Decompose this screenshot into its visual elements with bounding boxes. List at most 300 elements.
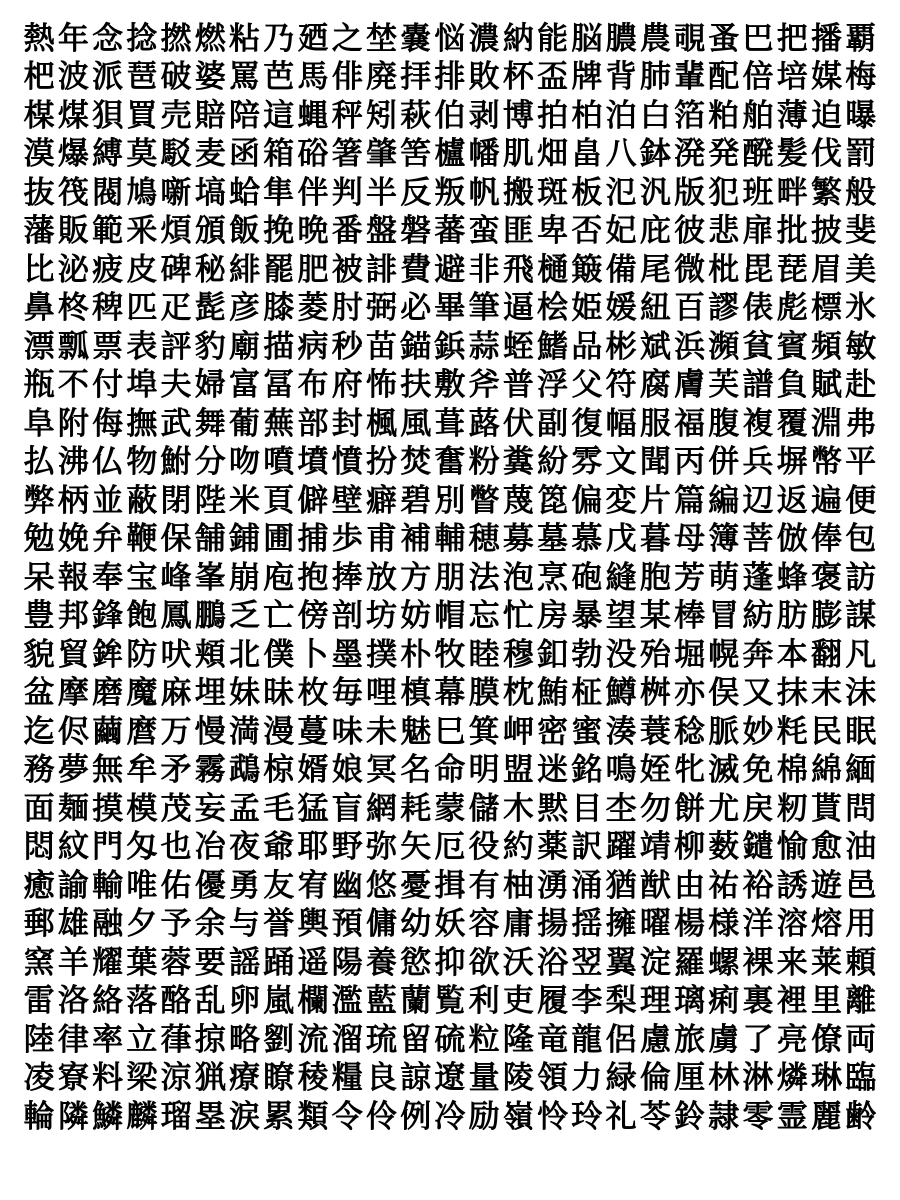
kanji-char: 駁 (160, 136, 192, 173)
kanji-char: 別 (434, 482, 466, 519)
kanji-char: 班 (742, 174, 774, 211)
kanji-char: 猶 (605, 867, 637, 904)
kanji-char: 平 (845, 444, 877, 481)
kanji-char: 弼 (365, 290, 397, 327)
kanji-char: 蓑 (639, 713, 671, 750)
kanji-char: 陛 (194, 482, 226, 519)
kanji-char: 秘 (194, 251, 226, 288)
kanji-char: 把 (776, 20, 808, 57)
kanji-char: 訪 (845, 559, 877, 596)
kanji-char: 桧 (537, 290, 569, 327)
kanji-char: 奉 (92, 559, 124, 596)
kanji-char: 煤 (57, 97, 89, 134)
kanji-char: 膚 (674, 367, 706, 404)
kanji-char: 木 (502, 790, 534, 827)
kanji-char: 来 (776, 944, 808, 981)
kanji-char: 琉 (365, 1021, 397, 1058)
kanji-char: 吏 (502, 983, 534, 1020)
kanji-char: 焚 (400, 444, 432, 481)
kanji-char: 坊 (365, 598, 397, 635)
kanji-char: 諭 (57, 867, 89, 904)
kanji-char: 蕃 (434, 213, 466, 250)
kanji-char: 暮 (639, 521, 671, 558)
kanji-char: 蒜 (468, 328, 500, 365)
kanji-char: 之 (331, 20, 363, 57)
kanji-row (22, 867, 878, 906)
kanji-char: 離 (845, 983, 877, 1020)
kanji-char: 鳩 (126, 174, 158, 211)
kanji-char: 裏 (742, 983, 774, 1020)
kanji-char: 乏 (229, 598, 261, 635)
kanji-char: 濃 (468, 20, 500, 57)
kanji-row (22, 559, 878, 598)
kanji-char: 臨 (845, 1060, 877, 1097)
kanji-char: 匹 (126, 290, 158, 327)
kanji-char: 複 (742, 405, 774, 442)
kanji-char: 野 (331, 829, 363, 866)
kanji-char: 豹 (194, 328, 226, 365)
kanji-char: 枕 (502, 675, 534, 712)
kanji-char: 卵 (229, 983, 261, 1020)
kanji-char: 薮 (708, 829, 740, 866)
kanji-char: 搬 (502, 174, 534, 211)
kanji-char: 満 (229, 713, 261, 750)
kanji-char: 窯 (23, 944, 55, 981)
kanji-char: 預 (331, 906, 363, 943)
kanji-char: 皮 (126, 251, 158, 288)
kanji-char: 畑 (537, 136, 569, 173)
kanji-char: 卑 (537, 213, 569, 250)
kanji-char: 用 (845, 906, 877, 943)
kanji-char: 半 (365, 174, 397, 211)
kanji-char: 挽 (263, 213, 295, 250)
kanji-char: 美 (845, 251, 877, 288)
kanji-char: 鋪 (229, 521, 261, 558)
kanji-char: 覧 (434, 983, 466, 1020)
kanji-char: 役 (468, 829, 500, 866)
kanji-char: 問 (845, 790, 877, 827)
kanji-char: 殆 (639, 636, 671, 673)
kanji-char: 爺 (263, 829, 295, 866)
kanji-char: 福 (674, 405, 706, 442)
kanji-char: 並 (92, 482, 124, 519)
kanji-char: 莫 (126, 136, 158, 173)
kanji-char: 翼 (605, 944, 637, 981)
kanji-char: 帽 (434, 598, 466, 635)
kanji-char: 里 (811, 983, 842, 1020)
kanji-char: 脳 (571, 20, 603, 57)
kanji-char: 幅 (605, 405, 637, 442)
kanji-char: 浜 (674, 328, 706, 365)
kanji-char: 避 (434, 251, 466, 288)
kanji-char: 巳 (434, 713, 466, 750)
kanji-char: 末 (811, 675, 842, 712)
kanji-char: 簸 (571, 251, 603, 288)
kanji-char: 防 (126, 636, 158, 673)
kanji-char: 泌 (57, 251, 89, 288)
kanji-char: 評 (160, 328, 192, 365)
kanji-char: 疲 (92, 251, 124, 288)
kanji-char: 彪 (776, 290, 808, 327)
kanji-char: 番 (331, 213, 363, 250)
kanji-char: 玲 (571, 1098, 603, 1135)
kanji-char: 埋 (194, 675, 226, 712)
kanji-char: 秤 (331, 97, 363, 134)
kanji-char: 瓶 (23, 367, 55, 404)
kanji-char: 片 (639, 482, 671, 519)
kanji-char: 幣 (811, 444, 842, 481)
kanji-char: 買 (126, 97, 158, 134)
kanji-char: 斌 (639, 328, 671, 365)
kanji-char: 併 (708, 444, 740, 481)
kanji-char: 這 (263, 97, 295, 134)
kanji-char: 壁 (331, 482, 363, 519)
kanji-char: 扉 (742, 213, 774, 250)
kanji-char: 謀 (845, 598, 877, 635)
kanji-char: 揺 (571, 906, 603, 943)
kanji-char: 芭 (263, 59, 295, 96)
kanji-char: 粘 (229, 20, 261, 57)
kanji-char: 誹 (365, 251, 397, 288)
kanji-char: 陽 (331, 944, 363, 981)
kanji-char: 碧 (400, 482, 432, 519)
kanji-char: 零 (742, 1098, 774, 1135)
kanji-char: 捧 (331, 559, 363, 596)
kanji-char: 鉾 (92, 636, 124, 673)
kanji-char: 弗 (845, 405, 877, 442)
kanji-char: 敏 (845, 328, 877, 365)
kanji-char: 膨 (811, 598, 842, 635)
kanji-char: 繭 (92, 713, 124, 750)
kanji-char: 漫 (263, 713, 295, 750)
kanji-char: 侶 (605, 1021, 637, 1058)
kanji-char: 撲 (365, 636, 397, 673)
kanji-char: 冨 (263, 367, 295, 404)
kanji-char: 派 (92, 59, 124, 96)
kanji-char: 浮 (537, 367, 569, 404)
kanji-char: 俳 (331, 59, 363, 96)
kanji-char: 附 (57, 405, 89, 442)
kanji-char: 憂 (400, 867, 432, 904)
kanji-char: 模 (126, 790, 158, 827)
kanji-char: 糧 (331, 1060, 363, 1097)
kanji-char: 万 (160, 713, 192, 750)
kanji-char: 柾 (571, 675, 603, 712)
kanji-char: 募 (502, 521, 534, 558)
kanji-char: 杯 (502, 59, 534, 96)
kanji-char: 費 (400, 251, 432, 288)
kanji-char: 耀 (92, 944, 124, 981)
kanji-char: 必 (400, 290, 432, 327)
kanji-char: 葺 (434, 405, 466, 442)
kanji-char: 柏 (571, 97, 603, 134)
kanji-char: 宥 (297, 867, 329, 904)
kanji-char: 膜 (468, 675, 500, 712)
kanji-char: 鵬 (194, 598, 226, 635)
kanji-char: 務 (23, 752, 55, 789)
kanji-char: 弁 (92, 521, 124, 558)
kanji-char: 婆 (194, 59, 226, 96)
kanji-char: 腐 (639, 367, 671, 404)
kanji-char: 名 (400, 752, 432, 789)
kanji-char: 版 (674, 174, 706, 211)
kanji-char: 湊 (605, 713, 637, 750)
kanji-char: 脈 (708, 713, 740, 750)
kanji-char: 箕 (468, 713, 500, 750)
kanji-char: 豊 (23, 598, 55, 635)
kanji-char: 蛭 (502, 328, 534, 365)
kanji-char: 邦 (57, 598, 89, 635)
kanji-char: 麿 (126, 713, 158, 750)
kanji-char: 麺 (57, 790, 89, 827)
kanji-char: 萩 (400, 97, 432, 134)
kanji-char: 箔 (674, 97, 706, 134)
kanji-char: 瑠 (160, 1098, 192, 1135)
kanji-char: 倫 (639, 1060, 671, 1097)
kanji-char: 苗 (365, 328, 397, 365)
kanji-char: 抹 (776, 675, 808, 712)
kanji-char: 槙 (400, 675, 432, 712)
kanji-char: 扮 (365, 444, 397, 481)
kanji-char: 明 (468, 752, 500, 789)
kanji-row (22, 790, 878, 829)
kanji-char: 幡 (468, 136, 500, 173)
kanji-char: 妙 (742, 713, 774, 750)
kanji-char: 妄 (194, 790, 226, 827)
kanji-char: 鮪 (537, 675, 569, 712)
kanji-char: 毛 (263, 790, 295, 827)
kanji-char: 拍 (537, 97, 569, 134)
kanji-row (22, 405, 878, 444)
kanji-char: 隼 (263, 174, 295, 211)
kanji-char: 批 (776, 213, 808, 250)
kanji-char: 貰 (811, 790, 842, 827)
kanji-char: 方 (400, 559, 432, 596)
kanji-char: 排 (434, 59, 466, 96)
kanji-char: 宝 (126, 559, 158, 596)
kanji-char: 農 (639, 20, 671, 57)
kanji-row (22, 20, 878, 59)
kanji-char: 丙 (674, 444, 706, 481)
kanji-char: 憤 (331, 444, 363, 481)
kanji-char: 眠 (845, 713, 877, 750)
kanji-char: 枇 (708, 251, 740, 288)
kanji-char: 哩 (365, 675, 397, 712)
kanji-row (22, 944, 878, 983)
kanji-char: 墨 (331, 636, 363, 673)
kanji-char: 約 (502, 829, 534, 866)
kanji-char: 林 (708, 1060, 740, 1097)
kanji-char: 泡 (502, 559, 534, 596)
kanji-char: 波 (57, 59, 89, 96)
kanji-char: 粕 (708, 97, 740, 134)
kanji-char: 瞥 (468, 482, 500, 519)
kanji-char: 盲 (331, 790, 363, 827)
kanji-char: 梨 (605, 983, 637, 1020)
kanji-char: 魅 (400, 713, 432, 750)
kanji-char: 薄 (776, 97, 808, 134)
kanji-char: 非 (468, 251, 500, 288)
kanji-char: 府 (331, 367, 363, 404)
kanji-char: 峯 (194, 559, 226, 596)
kanji-char: 崩 (229, 559, 261, 596)
kanji-char: 留 (400, 1021, 432, 1058)
kanji-char: 廟 (229, 328, 261, 365)
kanji-char: 偏 (571, 482, 603, 519)
kanji-char: 判 (331, 174, 363, 211)
kanji-char: 料 (92, 1060, 124, 1097)
kanji-char: 膝 (263, 290, 295, 327)
kanji-char: 椋 (263, 752, 295, 789)
kanji-row (22, 444, 878, 483)
kanji-char: 璃 (674, 983, 706, 1020)
kanji-char: 没 (605, 636, 637, 673)
kanji-char: 表 (126, 328, 158, 365)
kanji-char: 兵 (742, 444, 774, 481)
kanji-char: 亮 (776, 1021, 808, 1058)
kanji-char: 楊 (674, 906, 706, 943)
kanji-char: 氾 (605, 174, 637, 211)
kanji-char: 朴 (400, 636, 432, 673)
kanji-char: 肌 (502, 136, 534, 173)
kanji-char: 弥 (365, 829, 397, 866)
kanji-char: 峰 (160, 559, 192, 596)
kanji-char: 有 (468, 867, 500, 904)
kanji-char: 痢 (708, 983, 740, 1020)
kanji-char: 紋 (57, 829, 89, 866)
kanji-char: 熔 (811, 906, 842, 943)
kanji-char: 普 (502, 367, 534, 404)
kanji-char: 傍 (297, 598, 329, 635)
kanji-char: 貿 (57, 636, 89, 673)
kanji-char: 範 (92, 213, 124, 250)
kanji-char: 淵 (811, 405, 842, 442)
kanji-char: 劉 (263, 1021, 295, 1058)
kanji-char: 燐 (776, 1060, 808, 1097)
kanji-char: 奔 (742, 636, 774, 673)
kanji-char: 紛 (537, 444, 569, 481)
kanji-char: 亦 (674, 675, 706, 712)
kanji-char: 礼 (605, 1098, 637, 1135)
kanji-char: 倣 (776, 521, 808, 558)
kanji-char: 爆 (57, 136, 89, 173)
kanji-char: 要 (194, 944, 226, 981)
kanji-char: 年 (57, 20, 89, 57)
kanji-char: 溶 (776, 906, 808, 943)
kanji-char: 迫 (811, 97, 842, 134)
kanji-char: 忙 (502, 598, 534, 635)
kanji-char: 融 (92, 906, 124, 943)
kanji-char: 覆 (776, 405, 808, 442)
kanji-char: 民 (811, 713, 842, 750)
kanji-char: 飽 (126, 598, 158, 635)
kanji-char: 餅 (674, 790, 706, 827)
kanji-char: 娘 (331, 752, 363, 789)
kanji-char: 冥 (365, 752, 397, 789)
kanji-char: 辺 (742, 482, 774, 519)
kanji-char: 枚 (297, 675, 329, 712)
kanji-char: 芳 (674, 559, 706, 596)
kanji-char: 鼻 (23, 290, 55, 327)
kanji-char: 樋 (537, 251, 569, 288)
kanji-char: 破 (160, 59, 192, 96)
kanji-char: 欄 (297, 983, 329, 1020)
kanji-row (22, 1060, 878, 1099)
kanji-char: 婦 (194, 367, 226, 404)
kanji-char: 慮 (639, 1021, 671, 1058)
kanji-char: 阜 (23, 405, 55, 442)
kanji-char: 歩 (331, 521, 363, 558)
kanji-char: 負 (776, 367, 808, 404)
kanji-char: 博 (502, 97, 534, 134)
kanji-char: 武 (160, 405, 192, 442)
kanji-char: 輪 (23, 1098, 55, 1135)
kanji-char: 貧 (742, 328, 774, 365)
kanji-char: 滅 (708, 752, 740, 789)
kanji-char: 癖 (365, 482, 397, 519)
kanji-char: 泊 (605, 97, 637, 134)
kanji-char: 俣 (708, 675, 740, 712)
kanji-char: 彦 (229, 290, 261, 327)
kanji-char: 侮 (92, 405, 124, 442)
kanji-char: 鰭 (537, 328, 569, 365)
kanji-char: 鱒 (605, 675, 637, 712)
kanji-char: 廼 (297, 20, 329, 57)
kanji-char: 柊 (57, 290, 89, 327)
kanji-char: 冒 (708, 598, 740, 635)
kanji-char: 輸 (92, 867, 124, 904)
kanji-char: 布 (297, 367, 329, 404)
kanji-char: 描 (263, 328, 295, 365)
kanji-char: 廃 (365, 59, 397, 96)
kanji-char: 穆 (502, 636, 534, 673)
kanji-char: 蘭 (400, 983, 432, 1020)
kanji-char: 銘 (571, 752, 603, 789)
kanji-char: 遼 (434, 1060, 466, 1097)
kanji-char: 霊 (776, 1098, 808, 1135)
kanji-row (22, 983, 878, 1022)
kanji-char: 迄 (23, 713, 55, 750)
kanji-char: 邑 (845, 867, 877, 904)
kanji-char: 励 (468, 1098, 500, 1135)
kanji-char: 培 (776, 59, 808, 96)
kanji-char: 剖 (331, 598, 363, 635)
kanji-char: 俵 (742, 290, 774, 327)
kanji-char: 誉 (263, 906, 295, 943)
kanji-char: 釦 (537, 636, 569, 673)
kanji-char: 墓 (537, 521, 569, 558)
kanji-char: 伴 (297, 174, 329, 211)
kanji-char: 鞭 (126, 521, 158, 558)
kanji-char: 陪 (229, 97, 261, 134)
kanji-char: 踊 (263, 944, 295, 981)
kanji-char: 撫 (126, 405, 158, 442)
kanji-char: 披 (811, 213, 842, 250)
kanji-char: 躍 (605, 829, 637, 866)
kanji-char: 舶 (742, 97, 774, 134)
kanji-char: 未 (365, 713, 397, 750)
kanji-row (22, 829, 878, 868)
kanji-char: 揖 (434, 867, 466, 904)
kanji-char: 母 (674, 521, 706, 558)
kanji-char: 夢 (57, 752, 89, 789)
kanji-char: 昧 (263, 675, 295, 712)
kanji-char: 紡 (742, 598, 774, 635)
kanji-char: 匁 (126, 829, 158, 866)
kanji-char: 猷 (639, 867, 671, 904)
kanji-char: 鵡 (229, 752, 261, 789)
kanji-char: 熱 (23, 20, 55, 57)
